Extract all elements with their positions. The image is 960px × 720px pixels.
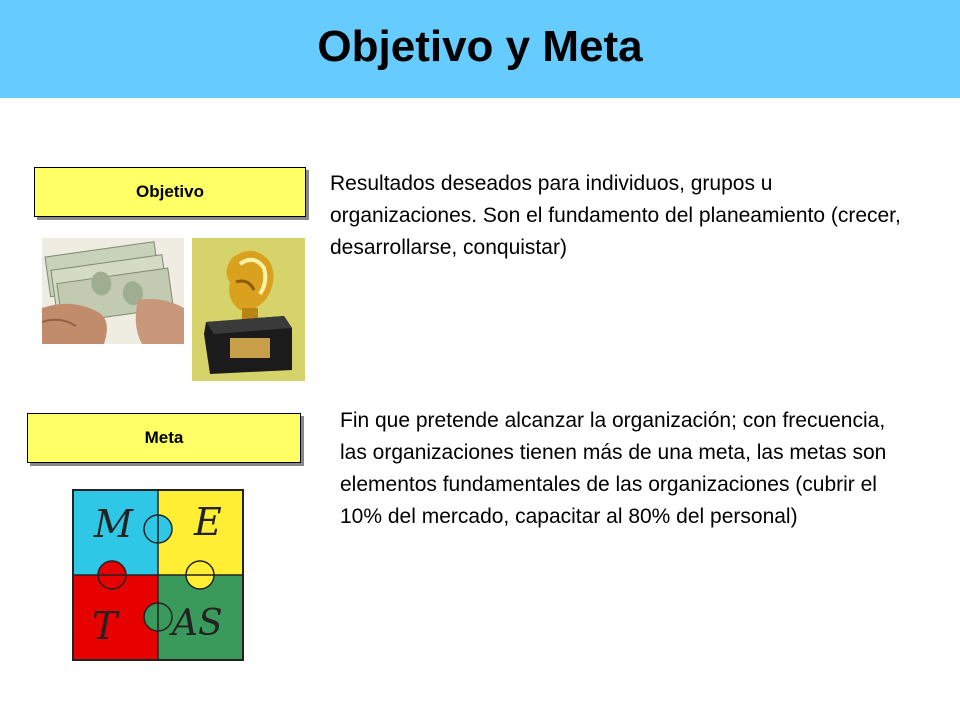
money-in-hands-photo	[42, 238, 184, 344]
gold-trophy-photo	[192, 238, 305, 381]
puzzle-letter-m: M	[94, 502, 133, 546]
meta-description: Fin que pretende alcanzar la organización; con frecuencia, las organizaciones tienen más de una meta, las metas son elementos fundamentales de las organizaciones (cubrir el 10% del mercado, capacitar al 80% del personal)	[340, 409, 887, 528]
puzzle-letter-e: E	[194, 500, 222, 544]
meta-label-box	[27, 413, 301, 463]
meta-puzzle-image	[72, 489, 244, 661]
objetivo-description: Resultados deseados para individuos, grupos u organizaciones. Son el fundamento del planeamiento (crecer, desarrollarse, conquistar)	[330, 172, 901, 259]
objetivo-label: Objetivo	[135, 182, 204, 201]
meta-label: Meta	[144, 428, 184, 447]
puzzle-letter-t: T	[92, 604, 118, 648]
objetivo-label-box	[34, 167, 306, 217]
puzzle-letters-as: AS	[172, 603, 223, 644]
slide-title: Objetivo y Meta	[317, 22, 643, 71]
